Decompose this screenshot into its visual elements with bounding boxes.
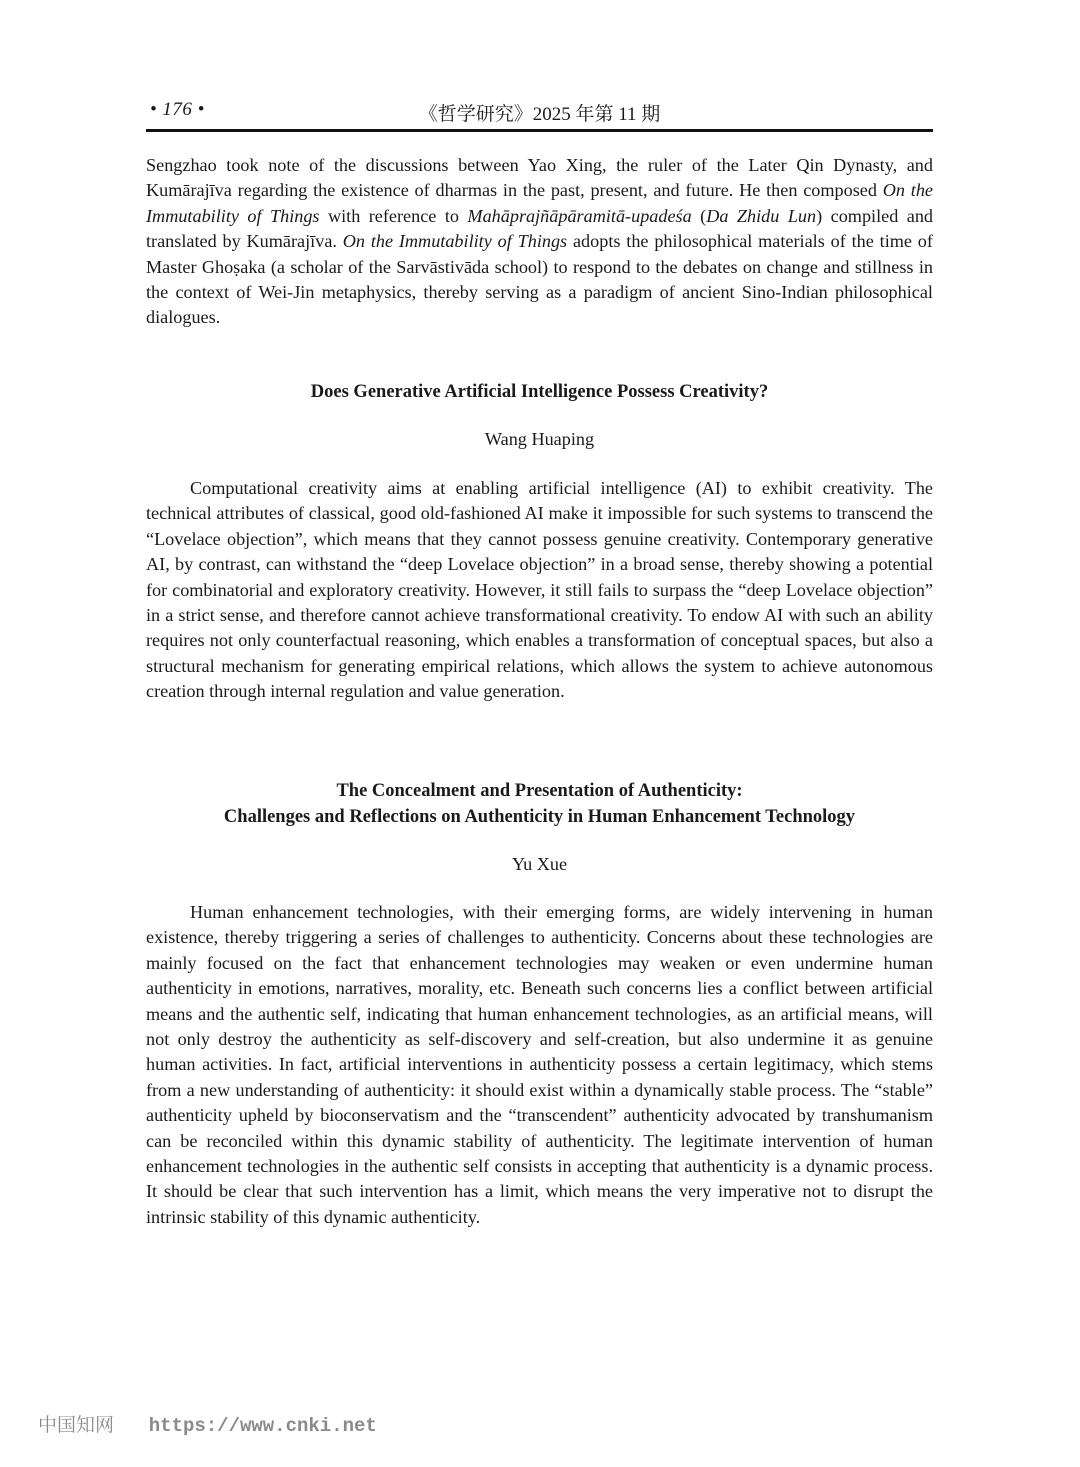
text-segment: ( xyxy=(691,205,707,226)
text-segment: Sengzhao took note of the discussions between Yao Xing, the ruler of the Later Qin Dynasty, and Kumārajīva regarding the existence of dharmas in the past, present, and future. He then composed xyxy=(146,155,933,201)
work-title: Mahāprajñāpāramitā-upadeśa xyxy=(467,205,692,226)
article-author: Wang Huaping xyxy=(484,429,595,449)
article-title: Does Generative Artificial Intelligence Possess Creativity? xyxy=(310,382,769,402)
text-segment: with reference to xyxy=(319,205,468,226)
article-abstract: Human enhancement technologies, with their emerging forms, are widely intervening in human existence, thereby triggering a series of challenges to authenticity. Concerns about these technologies are mainly focused on the fact that enhancement technologies may weaken or even undermine human authenticity in emotions, narratives, morality, etc. Beneath such concerns lies a conflict between artificial means and the authentic self, indicating that human enhancement technologies, as an artificial means, will not only destroy the authenticity as self-discovery and self-creation, but also undermine it as genuine human activities. In fact, artificial interventions in authenticity possess a certain legitimacy, which stems from a new understanding of authenticity: it should exist within a dynamically stable process. The “stable” authenticity upheld by bioconservatism and the “transcendent” authenticity advocated by transhumanism can be reconciled within this dynamic stability of authenticity. The legitimate intervention of human enhancement technologies in the authentic self consists in accepting that authenticity is a dynamic process. It should be clear that such intervention has a limit, which means the very imperative not to disrupt the intrinsic stability of this dynamic authenticity. xyxy=(146,902,933,1227)
journal-issue: 《哲学研究》2025 年第 11 期 xyxy=(418,104,661,125)
work-title: On the Immutability of Things xyxy=(146,180,933,226)
article-author: Yu Xue xyxy=(511,854,568,874)
title-line: The Concealment and Presentation of Authenticity: xyxy=(336,781,743,801)
running-head xyxy=(146,99,933,125)
page-number: • 176 • xyxy=(150,99,205,120)
article-title xyxy=(146,779,933,830)
text-segment: adopts the philosophical materials of the time of Master Ghoṣaka (a scholar of the Sarvāstivāda school) to respond to the debates on change and stillness in the context of Wei-Jin metaphysics, thereby serving as a paradigm of ancient Sino-Indian philosophical dialogues. xyxy=(146,231,933,328)
text-segment: ) compiled and translated by Kumārajīva. xyxy=(146,205,934,252)
watermark-site-name: 中国知网 xyxy=(38,1414,115,1436)
work-title: On the Immutability of Things xyxy=(342,231,568,252)
article-abstract: Computational creativity aims at enabling artificial intelligence (AI) to exhibit creativity. The technical attributes of classical, good old-fashioned AI make it impossible for such systems to transcend the “Lovelace objection”, which means that they cannot possess genuine creativity. Contemporary generative AI, by contrast, can withstand the “deep Lovelace objection” in a broad sense, thereby showing a potential for combinatorial and exploratory creativity. However, it still fails to surpass the “deep Lovelace objection” in a strict sense, and therefore cannot achieve transformational creativity. To endow AI with such an ability requires not only counterfactual reasoning, which enables a transformation of conceptual spaces, but also a structural mechanism for generating empirical relations, which allows the system to achieve autonomous creation through internal regulation and value generation. xyxy=(146,478,933,702)
title-line: Challenges and Reflections on Authenticity in Human Enhancement Technology xyxy=(223,806,856,827)
watermark-url: https://www.cnki.net xyxy=(148,1415,377,1437)
cnki-watermark xyxy=(38,1410,377,1437)
header-rule xyxy=(146,129,933,132)
previous-abstract-continuation xyxy=(146,153,933,331)
work-title: Da Zhidu Lun xyxy=(706,205,817,226)
